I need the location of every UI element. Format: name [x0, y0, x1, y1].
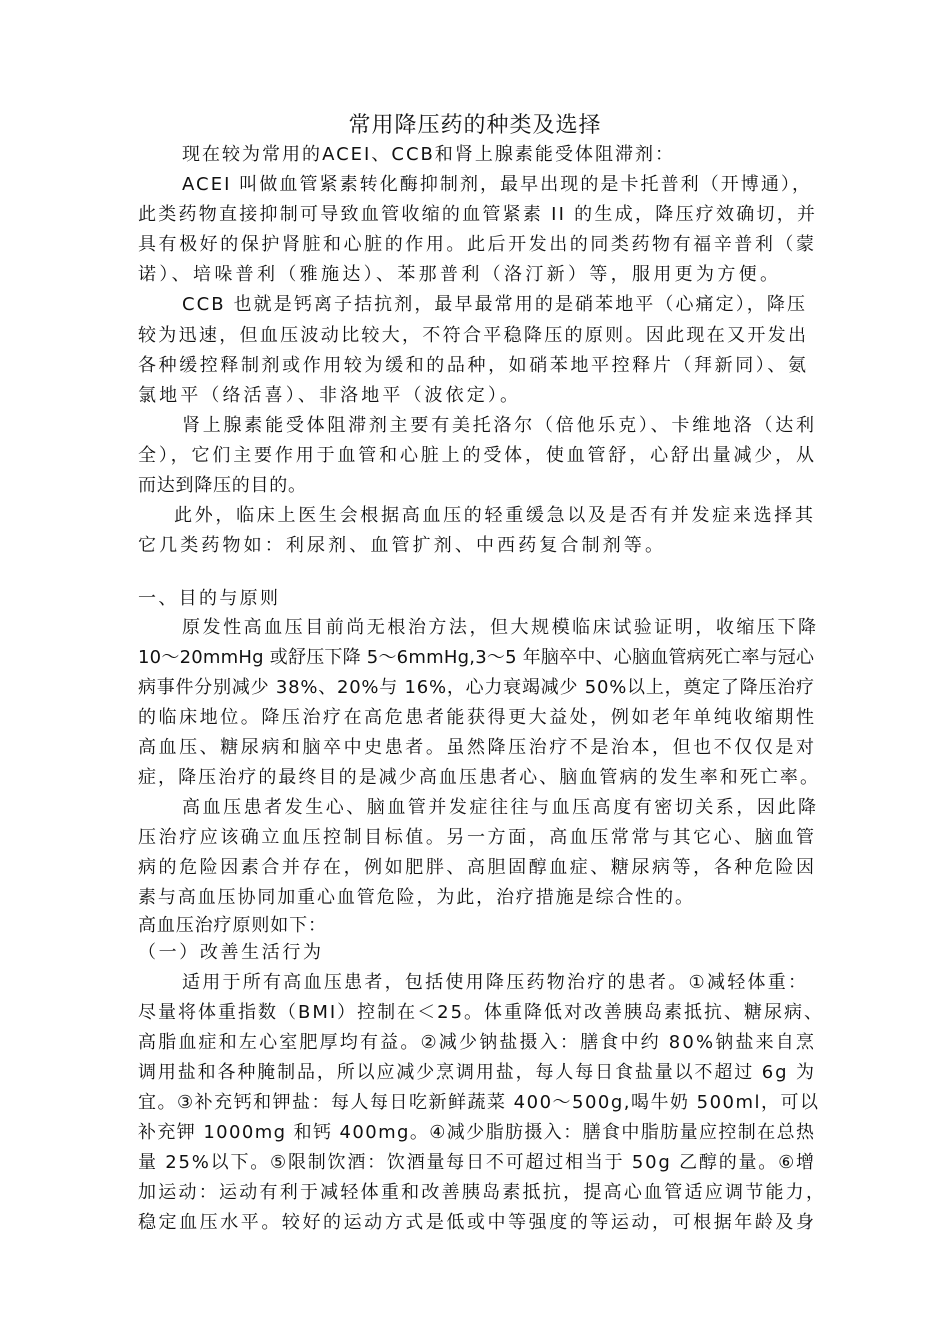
text-line: 高血压治疗原则如下：: [138, 915, 327, 936]
text-line: 病的危险因素合并存在，例如肥胖、高胆固醇血症、糖尿病等，各种危险因: [138, 857, 817, 878]
text-line: 补充钾 1000mg 和钙 400mg。④减少脂肪摄入：膳食中脂肪量应控制在总热: [138, 1122, 816, 1143]
text-line: （一）改善生活行为: [138, 942, 324, 963]
text-line: 全），它们主要作用于血管和心脏上的受体，使血管舒，心舒出量减少，从: [138, 445, 817, 466]
text-line: 症，降压治疗的最终目的是减少高血压患者心、脑血管病的发生率和死亡率。: [138, 767, 821, 788]
text-line: 高血压、糖尿病和脑卒中史患者。虽然降压治疗不是治本，但也不仅仅是对: [138, 737, 817, 758]
text-line: 素与高血压协同加重心血管危险，为此，治疗措施是综合性的。: [138, 887, 695, 908]
text-line: 稳定血压水平。较好的运动方式是低或中等强度的等运动，可根据年龄及身: [138, 1212, 817, 1233]
text-line: 调用盐和各种腌制品，所以应减少烹调用盐，每人每日食盐量以不超过 6g 为: [138, 1062, 816, 1083]
text-line: 的临床地位。降压治疗在高危患者能获得更大益处，例如老年单纯收缩期性: [138, 707, 817, 728]
text-line: 10～20mmHg 或舒压下降 5～6mmHg,3～5 年脑卒中、心脑血管病死亡率与冠心: [138, 647, 815, 668]
text-line: 此外，临床上医生会根据高血压的轻重缓急以及是否有并发症来选择其: [174, 505, 816, 526]
text-line: 病事件分别减少 38%、20%与 16%，心力衰竭减少 50%以上，奠定了降压治疗: [138, 677, 815, 698]
text-line: 它几类药物如：利尿剂、血管扩剂、中西药复合制剂等。: [138, 535, 667, 556]
text-line: 此类药物直接抑制可导致血管收缩的血管紧素 II 的生成，降压疗效确切，并: [138, 204, 818, 225]
text-line: 加运动：运动有利于减轻体重和改善胰岛素抵抗，提高心血管适应调节能力，: [138, 1182, 827, 1203]
text-line: 诺）、培哚普利（雅施达）、苯那普利（洛汀新）等，服用更为方便。: [138, 264, 782, 285]
text-line: 高脂血症和左心室肥厚均有益。②减少钠盐摄入：膳食中约 80%钠盐来自烹: [138, 1032, 817, 1053]
text-line: 高血压患者发生心、脑血管并发症往往与血压高度有密切关系，因此降: [182, 797, 819, 818]
text-line: 原发性高血压目前尚无根治方法，但大规模临床试验证明，收缩压下降: [182, 617, 819, 638]
text-line: CCB 也就是钙离子拮抗剂，最早最常用的是硝苯地平（心痛定），降压: [182, 294, 808, 315]
text-line: 肾上腺素能受体阻滞剂主要有美托洛尔（倍他乐克）、卡维地洛（达利: [182, 415, 817, 436]
text-line: 较为迅速，但血压波动比较大，不符合平稳降压的原则。因此现在又开发出: [138, 325, 809, 346]
text-line: 压治疗应该确立血压控制目标值。另一方面，高血压常常与其它心、脑血管: [138, 827, 817, 848]
text-line: 具有极好的保护肾脏和心脏的作用。此后开发出的同类药物有福辛普利（蒙: [138, 234, 817, 255]
text-line: 各种缓控释制剂或作用较为缓和的品种，如硝苯地平控释片（拜新同）、氨: [138, 355, 809, 376]
text-line: 适用于所有高血压患者，包括使用降压药物治疗的患者。①减轻体重：: [182, 972, 809, 993]
text-line: 现在较为常用的ACEI、CCB和肾上腺素能受体阻滞剂：: [182, 144, 676, 165]
text-line: 氯地平（络活喜）、非洛地平（波依定）。: [138, 385, 522, 406]
text-line: ACEI 叫做血管紧素转化酶抑制剂，最早出现的是卡托普利（开博通），: [182, 174, 813, 195]
text-line: 尽量将体重指数（BMI）控制在＜25。体重降低对改善胰岛素抵抗、糖尿病、: [138, 1002, 824, 1023]
text-line: 而达到降压的目的。: [138, 475, 307, 496]
text-line: 量 25%以下。⑤限制饮酒：饮酒量每日不可超过相当于 50g 乙醇的量。⑥增: [138, 1152, 816, 1173]
text-line: 一、目的与原则: [138, 588, 281, 609]
document-title: 常用降压药的种类及选择: [348, 113, 602, 138]
text-line: 宜。③补充钙和钾盐：每人每日吃新鲜蔬菜 400～500g,喝牛奶 500ml，可以: [138, 1092, 820, 1113]
